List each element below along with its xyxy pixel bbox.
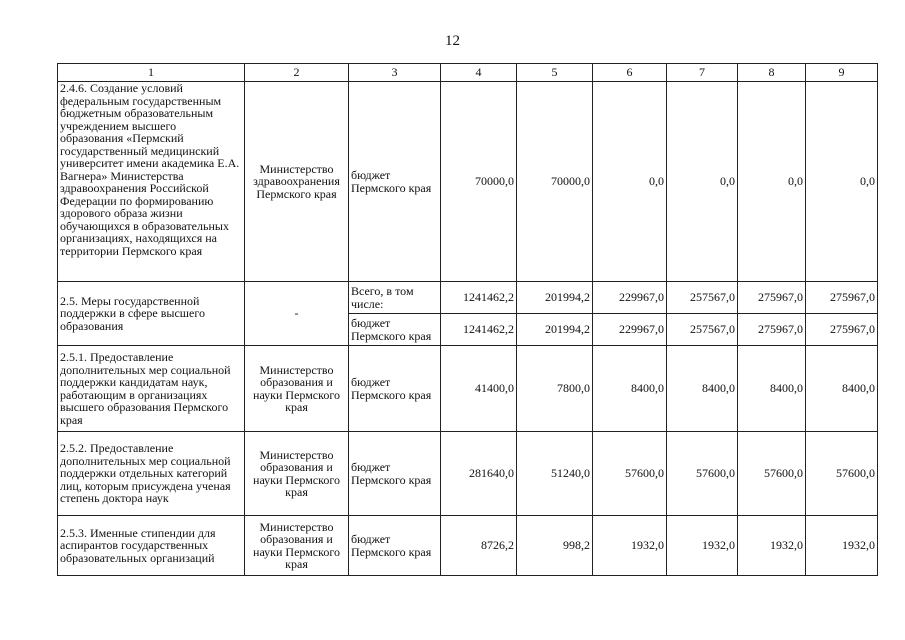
- year-value: 0,0: [593, 82, 667, 282]
- measure-name: 2.5.1. Предоставление дополнительных мер социальной поддержки кандидатам наук, работающим в организациях высшего образования Пермского края: [58, 346, 245, 432]
- year-value: 8400,0: [667, 346, 738, 432]
- year-value: 1932,0: [593, 516, 667, 576]
- year-value: 57600,0: [667, 432, 738, 516]
- measure-name: 2.5.2. Предоставление дополнительных мер социальной поддержки отдельных категорий лиц, которым присуждена ученая степень доктора наук: [58, 432, 245, 516]
- year-value: 257567,0: [667, 314, 738, 346]
- measure-name: 2.5.3. Именные стипендии для аспирантов государственных образовательных организаций: [58, 516, 245, 576]
- year-value: 1932,0: [806, 516, 878, 576]
- year-value: 201994,2: [517, 314, 593, 346]
- year-value: 275967,0: [806, 314, 878, 346]
- funding-source: бюджет Пермского края: [349, 432, 441, 516]
- year-value: 0,0: [738, 82, 806, 282]
- column-header: 2: [245, 64, 349, 82]
- budget-table: [57, 63, 878, 576]
- funding-source: бюджет Пермского края: [349, 516, 441, 576]
- funding-source: Всего, в том числе:: [349, 282, 441, 314]
- table-row: [58, 346, 878, 432]
- table-row: [58, 282, 878, 314]
- header-row: [58, 64, 878, 82]
- year-value: 8400,0: [593, 346, 667, 432]
- measure-name: 2.4.6. Создание условий федеральным государственным бюджетным образовательным учреждением высшего образования «Пермский государственный медицинский университет имени академика Е.А. Вагнера» Министерства здравоохранения Российской Федерации по формированию здорового образа жизни обучающихся в образовательных организациях, находящихся на территории Пермского края: [58, 82, 245, 282]
- year-value: 8400,0: [806, 346, 878, 432]
- table-row: [58, 432, 878, 516]
- table-row: [58, 82, 878, 282]
- year-value: 57600,0: [806, 432, 878, 516]
- responsible-executor: Министерство здравоохранения Пермского края: [245, 82, 349, 282]
- total-value: 41400,0: [441, 346, 517, 432]
- year-value: 0,0: [667, 82, 738, 282]
- column-header: 9: [806, 64, 878, 82]
- total-value: 1241462,2: [441, 314, 517, 346]
- table-row: [58, 516, 878, 576]
- funding-source: бюджет Пермского края: [349, 346, 441, 432]
- total-value: 70000,0: [441, 82, 517, 282]
- total-value: 281640,0: [441, 432, 517, 516]
- page-number: 12: [445, 33, 460, 49]
- year-value: 1932,0: [667, 516, 738, 576]
- responsible-executor: Министерство образования и науки Пермского края: [245, 432, 349, 516]
- year-value: 57600,0: [593, 432, 667, 516]
- year-value: 257567,0: [667, 282, 738, 314]
- column-header: 6: [593, 64, 667, 82]
- funding-source: бюджет Пермского края: [349, 82, 441, 282]
- year-value: 1932,0: [738, 516, 806, 576]
- total-value: 1241462,2: [441, 282, 517, 314]
- year-value: 8400,0: [738, 346, 806, 432]
- funding-source: бюджет Пермского края: [349, 314, 441, 346]
- year-value: 57600,0: [738, 432, 806, 516]
- total-value: 8726,2: [441, 516, 517, 576]
- responsible-executor: -: [245, 282, 349, 346]
- year-value: 229967,0: [593, 282, 667, 314]
- column-header: 5: [517, 64, 593, 82]
- year-value: 998,2: [517, 516, 593, 576]
- column-header: 1: [58, 64, 245, 82]
- year-value: 51240,0: [517, 432, 593, 516]
- responsible-executor: Министерство образования и науки Пермского края: [245, 516, 349, 576]
- year-value: 201994,2: [517, 282, 593, 314]
- year-value: 275967,0: [738, 282, 806, 314]
- year-value: 229967,0: [593, 314, 667, 346]
- column-header: 3: [349, 64, 441, 82]
- year-value: 7800,0: [517, 346, 593, 432]
- year-value: 0,0: [806, 82, 878, 282]
- column-header: 4: [441, 64, 517, 82]
- year-value: 275967,0: [738, 314, 806, 346]
- year-value: 275967,0: [806, 282, 878, 314]
- year-value: 70000,0: [517, 82, 593, 282]
- column-header: 7: [667, 64, 738, 82]
- responsible-executor: Министерство образования и науки Пермского края: [245, 346, 349, 432]
- measure-name: 2.5. Меры государственной поддержки в сфере высшего образования: [58, 282, 245, 346]
- column-header: 8: [738, 64, 806, 82]
